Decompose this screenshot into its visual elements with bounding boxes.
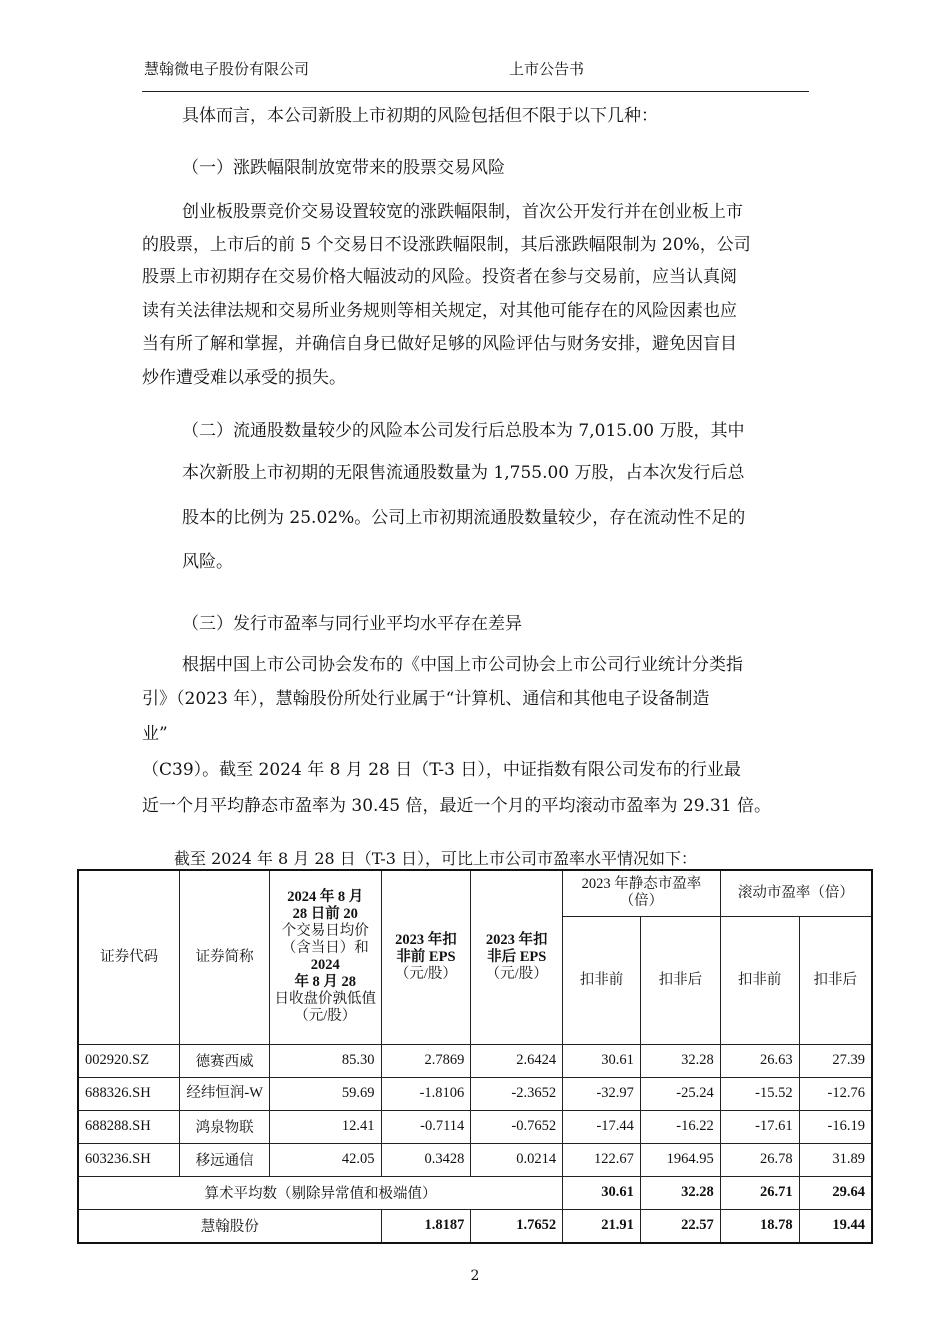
section1-line: 股票上市初期存在交易价格大幅波动的风险。投资者在参与交易前，应当认真阅	[142, 267, 737, 287]
table-caption: 截至 2024 年 8 月 28 日（T-3 日），可比上市公司市盈率水平情况如下：	[174, 849, 698, 868]
section1-line: 炒作遭受难以承受的损失。	[142, 368, 346, 388]
header-eps-post-part: 2023 年扣	[485, 931, 548, 948]
average-rolling-post: 29.64	[799, 1176, 872, 1209]
cell-static-post: -25.24	[640, 1077, 720, 1110]
section2-line: 风险。	[182, 552, 233, 572]
cell-rolling-post: 31.89	[799, 1143, 872, 1176]
section1-heading: （一）涨跌幅限制放宽带来的股票交易风险	[182, 158, 505, 178]
company-rolling-pre: 18.78	[720, 1209, 799, 1243]
header-eps-post	[471, 870, 563, 1044]
cell-static-pre: 122.67	[563, 1143, 641, 1176]
cell-price: 12.41	[269, 1110, 381, 1143]
cell-rolling-post: -12.76	[799, 1077, 872, 1110]
average-label: 算术平均数（剔除异常值和极端值）	[78, 1176, 563, 1209]
cell-static-pre: -17.44	[563, 1110, 641, 1143]
cell-eps-pre: 2.7869	[381, 1044, 471, 1077]
header-price	[269, 870, 381, 1044]
section1-line: 的股票，上市后的前 5 个交易日不设涨跌幅限制，其后涨跌幅限制为 20%，公司	[142, 235, 751, 255]
cell-eps-post: 0.0214	[471, 1143, 563, 1176]
cell-price: 42.05	[269, 1143, 381, 1176]
section2-first-line: 本公司发行后总股本为 7,015.00 万股，其中	[403, 421, 745, 441]
section3-heading: （三）发行市盈率与同行业平均水平存在差异	[182, 614, 522, 634]
section2-line: 股本的比例为 25.02%。公司上市初期流通股数量较少，存在流动性不足的	[182, 508, 746, 528]
header-eps-pre-part: 非前 EPS	[396, 948, 456, 965]
cell-eps-pre: -0.7114	[381, 1110, 471, 1143]
average-row	[78, 1176, 872, 1209]
section1-line: 当有所了解和掌握，并确信自身已做好足够的风险评估与财务安排，避免因盲目	[142, 334, 737, 354]
header-name: 证券简称	[180, 870, 270, 1044]
cell-code: 603236.SH	[78, 1143, 180, 1176]
header-eps-pre-part: （元/股）	[394, 965, 457, 982]
header-eps-pre-part: 2023 年扣	[395, 931, 457, 948]
cell-static-post: -16.22	[640, 1110, 720, 1143]
company-rolling-post: 19.44	[799, 1209, 872, 1243]
company-row	[78, 1209, 872, 1243]
header-rolling-pe: 滚动市盈率（倍）	[720, 870, 872, 916]
company-static-pre: 21.91	[563, 1209, 641, 1243]
cell-price: 59.69	[269, 1077, 381, 1110]
section2-heading: （二）流通股数量较少的风险	[182, 421, 403, 441]
header-price-part: 日收盘价孰低值（元/股）	[274, 991, 376, 1025]
company-eps-post: 1.7652	[471, 1209, 563, 1243]
cell-static-post: 32.28	[640, 1044, 720, 1077]
header-rolling-post: 扣非后	[799, 916, 872, 1044]
header-price-part: 2024 年 8 月	[287, 889, 364, 906]
page-number: 2	[470, 1268, 480, 1284]
cell-eps-post: -0.7652	[471, 1110, 563, 1143]
cell-name: 德赛西威	[180, 1044, 270, 1077]
section3-line: （C39）。截至 2024 年 8 月 28 日（T-3 日），中证指数有限公司发布的行业最	[142, 760, 741, 780]
header-price-part: 年 8 月 28	[294, 974, 357, 991]
cell-name: 经纬恒润-W	[180, 1077, 270, 1110]
cell-static-post: 1964.95	[640, 1143, 720, 1176]
cell-price: 85.30	[269, 1044, 381, 1077]
header-eps-post-part: （元/股）	[485, 965, 548, 982]
cell-code: 688326.SH	[78, 1077, 180, 1110]
header-eps-pre	[381, 870, 471, 1044]
section1-line: 创业板股票竞价交易设置较宽的涨跌幅限制，首次公开发行并在创业板上市	[182, 202, 743, 222]
cell-rolling-pre: -17.61	[720, 1110, 799, 1143]
section3-line: 近一个月平均静态市盈率为 30.45 倍，最近一个月的平均滚动市盈率为 29.31 倍。	[142, 796, 771, 816]
company-label: 慧翰股份	[78, 1209, 381, 1243]
section3-line: 根据中国上市公司协会发布的《中国上市公司协会上市公司行业统计分类指	[182, 655, 743, 675]
average-rolling-pre: 26.71	[720, 1176, 799, 1209]
cell-rolling-pre: 26.78	[720, 1143, 799, 1176]
header-eps-post-part: 非后 EPS	[487, 948, 547, 965]
cell-static-pre: -32.97	[563, 1077, 641, 1110]
section2-heading-line	[182, 416, 745, 441]
section1-line: 读有关法律法规和交易所业务规则等相关规定，对其他可能存在的风险因素也应	[142, 301, 737, 321]
cell-rolling-post: 27.39	[799, 1044, 872, 1077]
cell-rolling-pre: -15.52	[720, 1077, 799, 1110]
table-row	[78, 1077, 872, 1110]
cell-name: 移远通信	[180, 1143, 270, 1176]
section3-line: 引》（2023 年），慧翰股份所处行业属于“计算机、通信和其他电子设备制造	[142, 689, 710, 709]
header-rolling-pre: 扣非前	[720, 916, 799, 1044]
header-code: 证券代码	[78, 870, 180, 1044]
section3-line: 业”	[142, 724, 168, 744]
header-company: 慧翰微电子股份有限公司	[144, 60, 310, 78]
header-static-post: 扣非后	[640, 916, 720, 1044]
cell-eps-post: 2.6424	[471, 1044, 563, 1077]
header-static-pre: 扣非前	[563, 916, 641, 1044]
cell-code: 002920.SZ	[78, 1044, 180, 1077]
header-doc-type: 上市公告书	[509, 60, 585, 78]
table-row	[78, 1044, 872, 1077]
header-price-part: 2024	[310, 957, 340, 974]
header-static-pe: 2023 年静态市盈率（倍）	[563, 870, 721, 916]
section2-line: 本次新股上市初期的无限售流通股数量为 1,755.00 万股，占本次发行后总	[182, 463, 745, 483]
cell-code: 688288.SH	[78, 1110, 180, 1143]
cell-rolling-pre: 26.63	[720, 1044, 799, 1077]
intro-paragraph: 具体而言，本公司新股上市初期的风险包括但不限于以下几种：	[182, 106, 658, 126]
company-eps-pre: 1.8187	[381, 1209, 471, 1243]
header-price-part: 个交易日均价（含当日）和	[281, 923, 369, 957]
header-price-part: 28 日前 20	[292, 906, 358, 923]
cell-rolling-post: -16.19	[799, 1110, 872, 1143]
cell-eps-pre: -1.8106	[381, 1077, 471, 1110]
average-static-pre: 30.61	[563, 1176, 641, 1209]
average-static-post: 32.28	[640, 1176, 720, 1209]
header-divider	[142, 91, 809, 92]
company-static-post: 22.57	[640, 1209, 720, 1243]
cell-name: 鸿泉物联	[180, 1110, 270, 1143]
cell-static-pre: 30.61	[563, 1044, 641, 1077]
table-row	[78, 1110, 872, 1143]
pe-comparison-table	[77, 869, 873, 1244]
cell-eps-post: -2.3652	[471, 1077, 563, 1110]
cell-eps-pre: 0.3428	[381, 1143, 471, 1176]
table-row	[78, 1143, 872, 1176]
